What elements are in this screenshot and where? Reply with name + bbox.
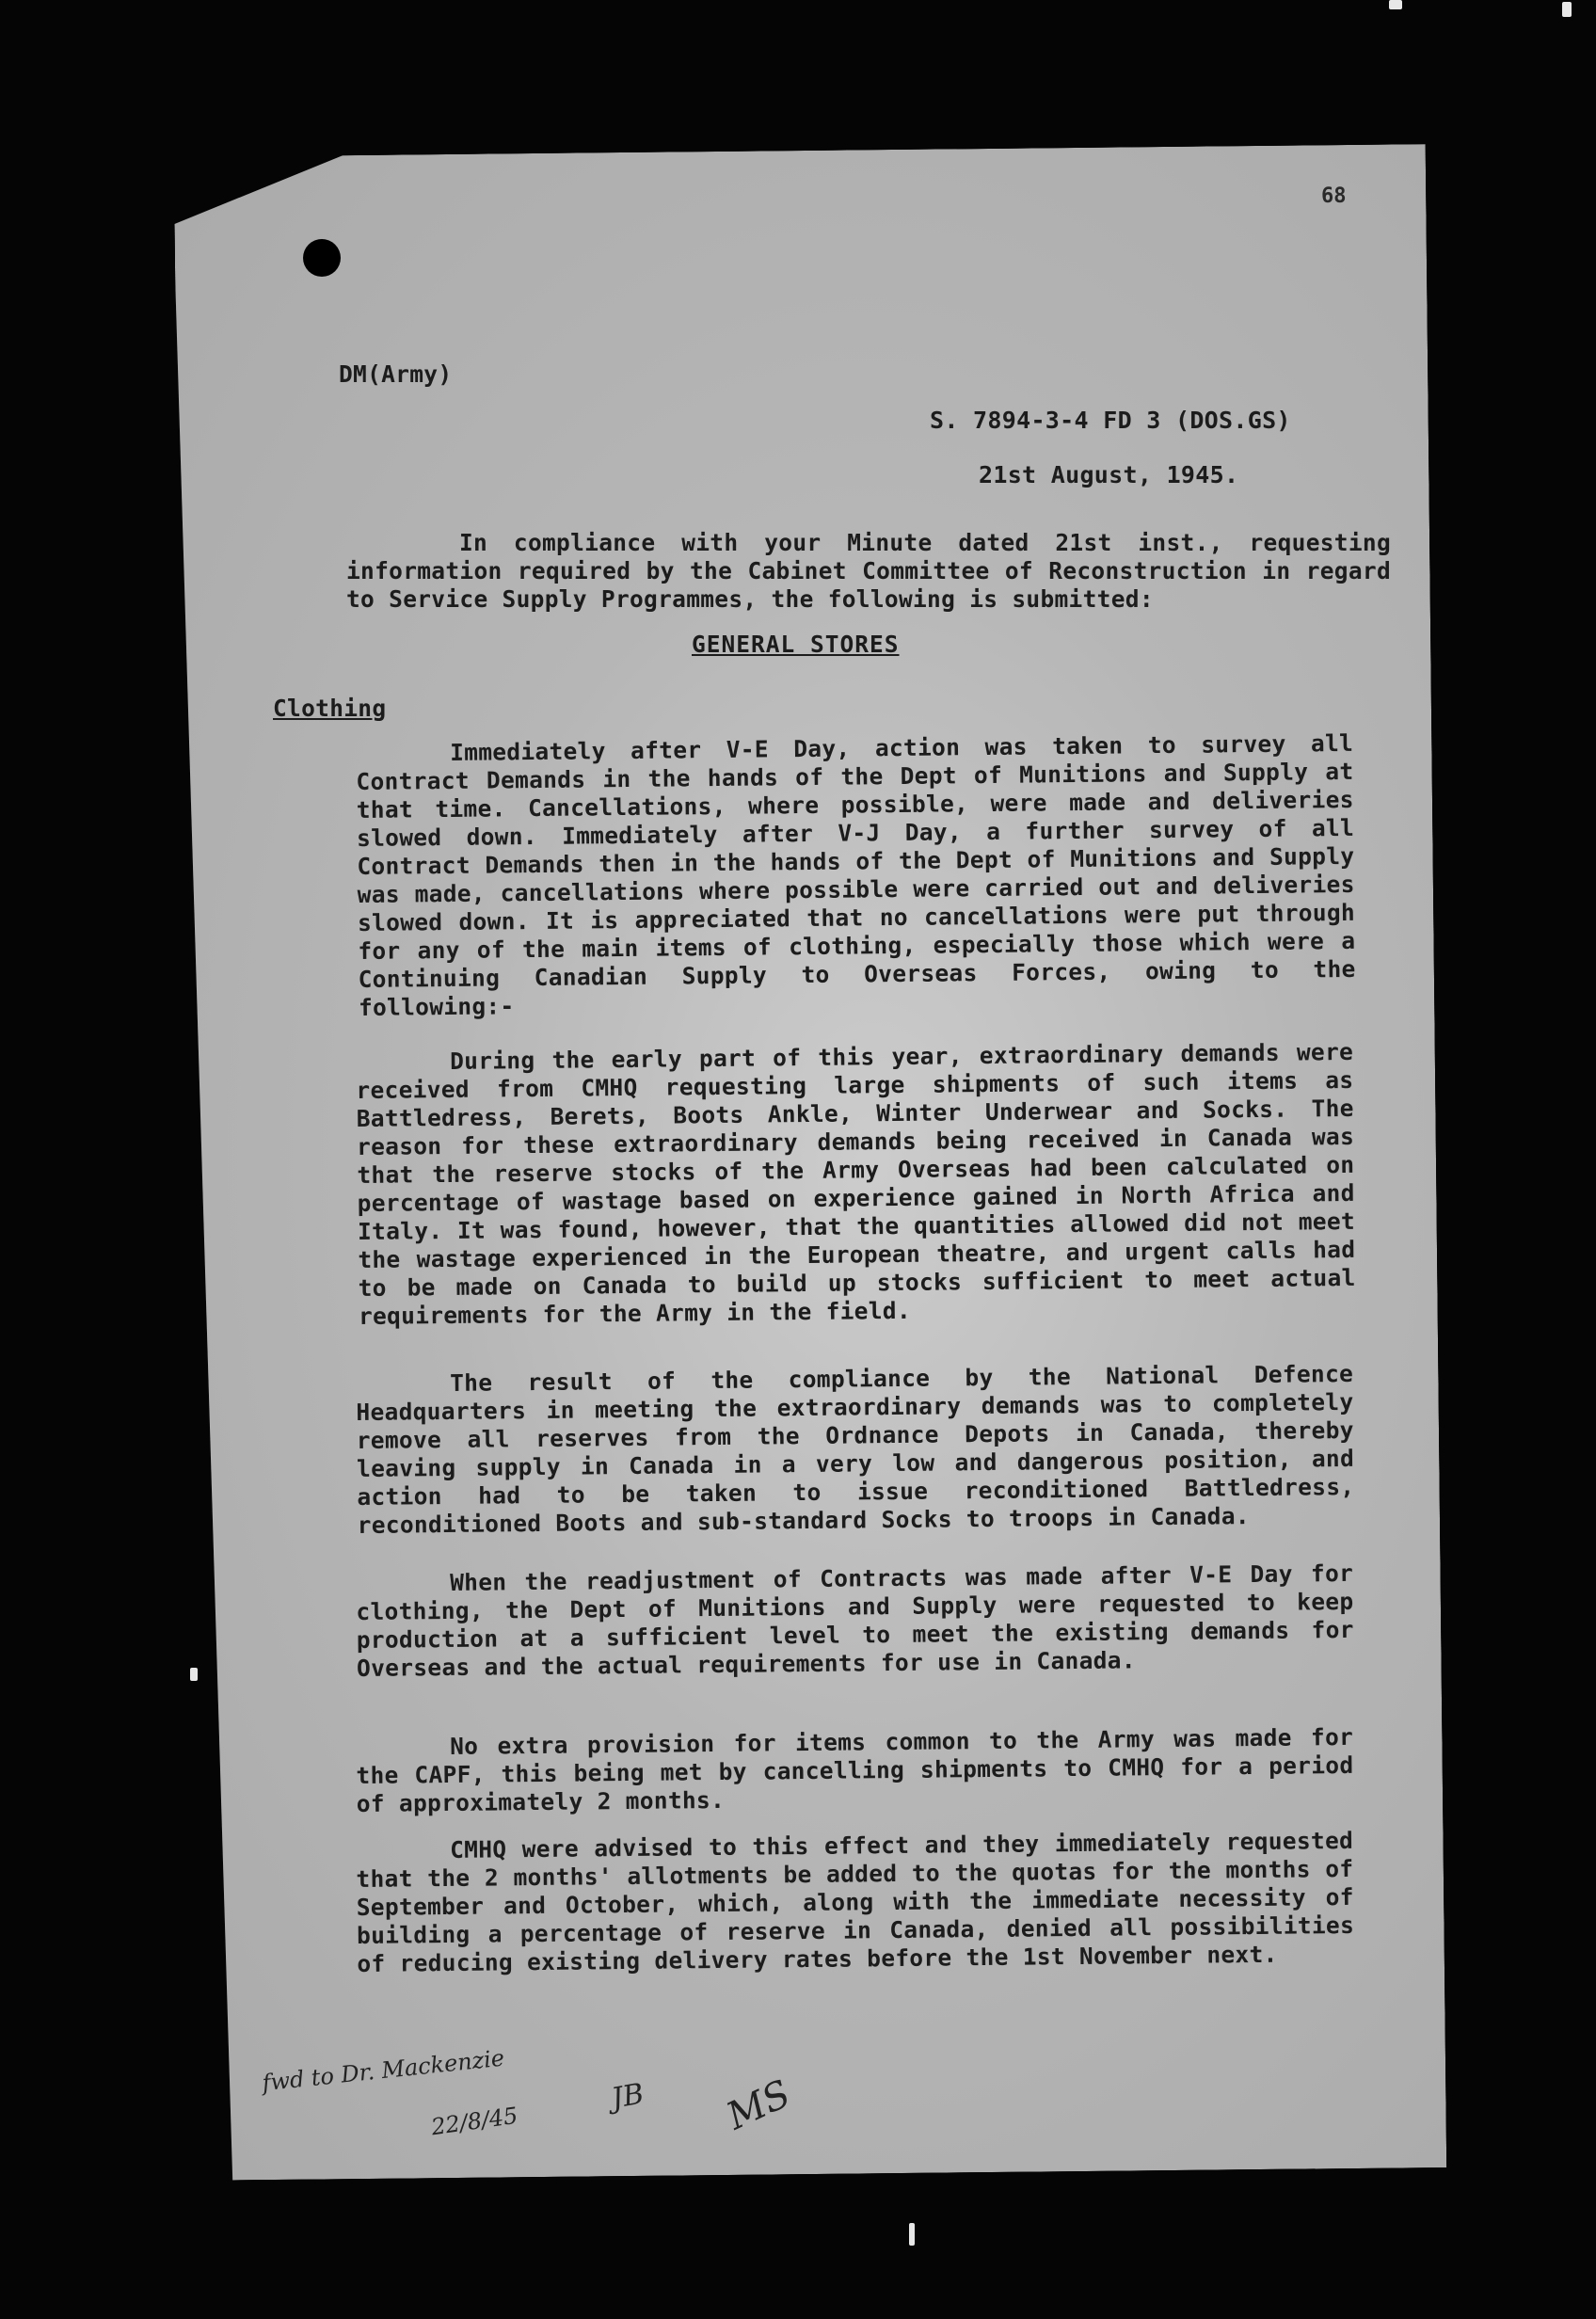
body-paragraph: CMHQ were advised to this effect and they immediately requested that the 2 months' allotments be added to the quotas for the months of September and October, which, along with the immediate necessity of building a percentage of reserve in Canada, denied all possibilities of reducing existing delivery rates before the 1st November next. — [356, 1826, 1355, 1977]
punch-hole — [303, 239, 341, 277]
sub-heading: Clothing — [273, 695, 387, 722]
handwritten-date: 22/8/45 — [429, 2102, 520, 2141]
handwritten-initials: JB — [609, 2077, 646, 2116]
scan-mark — [1389, 0, 1402, 9]
page-number: 68 — [1321, 184, 1347, 208]
addressee: DM(Army) — [339, 360, 453, 388]
intro-paragraph: In compliance with your Minute dated 21st inst., requesting information required by the Cabinet Committee of Reconstruction in regard to Service Supply Programmes, the following is submitted: — [346, 529, 1391, 613]
body-paragraph: The result of the compliance by the National Defence Headquarters in meeting the extraordinary demands was to completely remove all reserves from the Ordnance Depots in Canada, thereby leaving supply in Canada in a very low and dangerous position, and action had to be taken to issue reconditioned Battledress, reconditioned Boots and sub-standard Socks to troops in Canada. — [356, 1359, 1355, 1539]
scan-mark — [190, 1668, 198, 1681]
body-paragraph: During the early part of this year, extraordinary demands were received from CMHQ requesting large shipments of such items as Battledress, Berets, Boots Ankle, Winter Underwear and Socks. The reason for these extraordinary demands being received in Canada was that the reserve stocks of the Army Overseas had been calculated on percentage of wastage based on experience gained in North Africa and Italy. It was found, however, that the quantities allowed did not meet the wastage experienced in the European theatre, and urgent calls had to be made on Canada to build up stocks sufficient to meet actual requirements for the Army in the field. — [356, 1037, 1356, 1330]
file-reference: S. 7894-3-4 FD 3 (DOS.GS) — [930, 407, 1291, 434]
body-paragraph: Immediately after V-E Day, action was taken to survey all Contract Demands in the hands of the Dept of Munitions and Supply at that time. Cancellations, where possible, were made and deliveries slowed down. Immediately after V-J Day, a further survey of all Contract Demands then in the hands of the Dept of Munitions and Supply was made, cancellations where possible were carried out and deliveries slowed down. It is appreciated that no cancellations were put through for any of the main items of clothing, especially those which were a Continuing Canadian Supply to Overseas Forces, owing to the following:- — [356, 728, 1356, 1021]
handwritten-signature: MS — [720, 2071, 797, 2139]
scan-mark — [1562, 2, 1572, 17]
section-title: GENERAL STORES — [692, 631, 900, 658]
memo-date: 21st August, 1945. — [979, 461, 1239, 488]
handwritten-note: fwd to Dr. Mackenzie — [261, 2044, 506, 2097]
body-paragraph: No extra provision for items common to the Army was made for the CAPF, this being met by cancelling shipments to CMHQ for a period of approximately 2 months. — [356, 1722, 1354, 1817]
scan-mark — [909, 2223, 915, 2246]
body-paragraph: When the readjustment of Contracts was made after V-E Day for clothing, the Dept of Munitions and Supply were requested to keep production at a sufficient level to meet the existing demands for Overseas and the actual requirements for use in Canada. — [356, 1559, 1354, 1682]
